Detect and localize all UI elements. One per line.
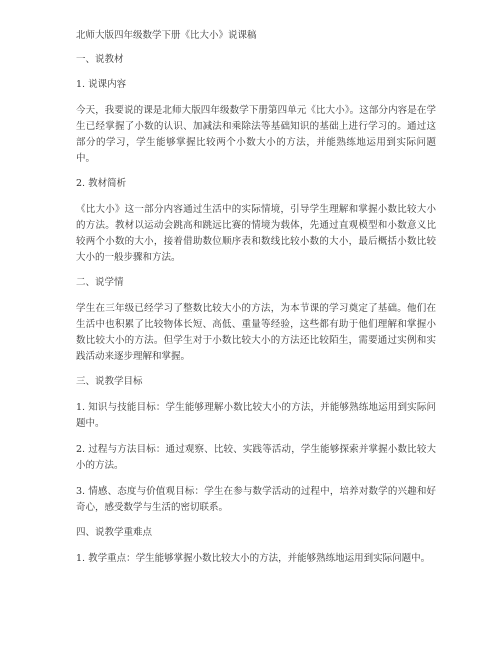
- section-heading-key-points: 四、说教学重难点: [76, 527, 153, 538]
- paragraph-key-point: 1. 教学重点：学生能够掌握小数比较大小的方法，并能够熟练地运用到实际问题中。: [76, 553, 431, 564]
- section-heading-student-analysis: 二、说学情: [76, 277, 124, 288]
- subheading-material-analysis: 2. 教材简析: [76, 178, 127, 189]
- paragraph-objective-knowledge: 1. 知识与技能目标：学生能够理解小数比较大小的方法，并能够熟练地运用到实际问题中。: [76, 402, 436, 429]
- paragraph-lesson-content: 今天，我要说的课是北师大版四年级数学下册第四单元《比大小》。这部分内容是在学生已经掌握了小数的认识、加减法和乘除法等基础知识的基础上进行学习的。通过这部分的学习，学生能够掌握比较两个小数大小的方法，并能熟练地运用到实际问题中。: [76, 105, 436, 164]
- section-heading-teaching-material: 一、说教材: [76, 54, 124, 65]
- paragraph-objective-process: 2. 过程与方法目标：通过观察、比较、实践等活动，学生能够探索并掌握小数比较大小的方法。: [76, 444, 436, 471]
- paragraph-objective-emotion: 3. 情感、态度与价值观目标：学生在参与数学活动的过程中，培养对数学的兴趣和好奇心，感受数学与生活的密切联系。: [76, 486, 436, 513]
- paragraph-material-analysis: 《比大小》这一部分内容通过生活中的实际情境，引导学生理解和掌握小数比较大小的方法。教材以运动会跳高和跳远比赛的情境为载体，先通过直观模型和小数意义比较两个小数的大小，接着借助数位顺序表和数线比较小数的大小，最后概括小数比较大小的一般步骤和方法。: [76, 204, 436, 263]
- paragraph-student-analysis: 学生在三年级已经学习了整数比较大小的方法，为本节课的学习奠定了基础。他们在生活中也积累了比较物体长短、高低、重量等经验，这些都有助于他们理解和掌握小数比较大小的方法。但学生对于小数比较大小的方法还比较陌生，需要通过实例和实践活动来逐步理解和掌握。: [76, 303, 436, 362]
- section-heading-teaching-objectives: 三、说教学目标: [76, 376, 143, 387]
- document-title: 北师大版四年级数学下册《比大小》说课稿: [76, 30, 257, 41]
- subheading-lesson-content: 1. 说课内容: [76, 79, 127, 90]
